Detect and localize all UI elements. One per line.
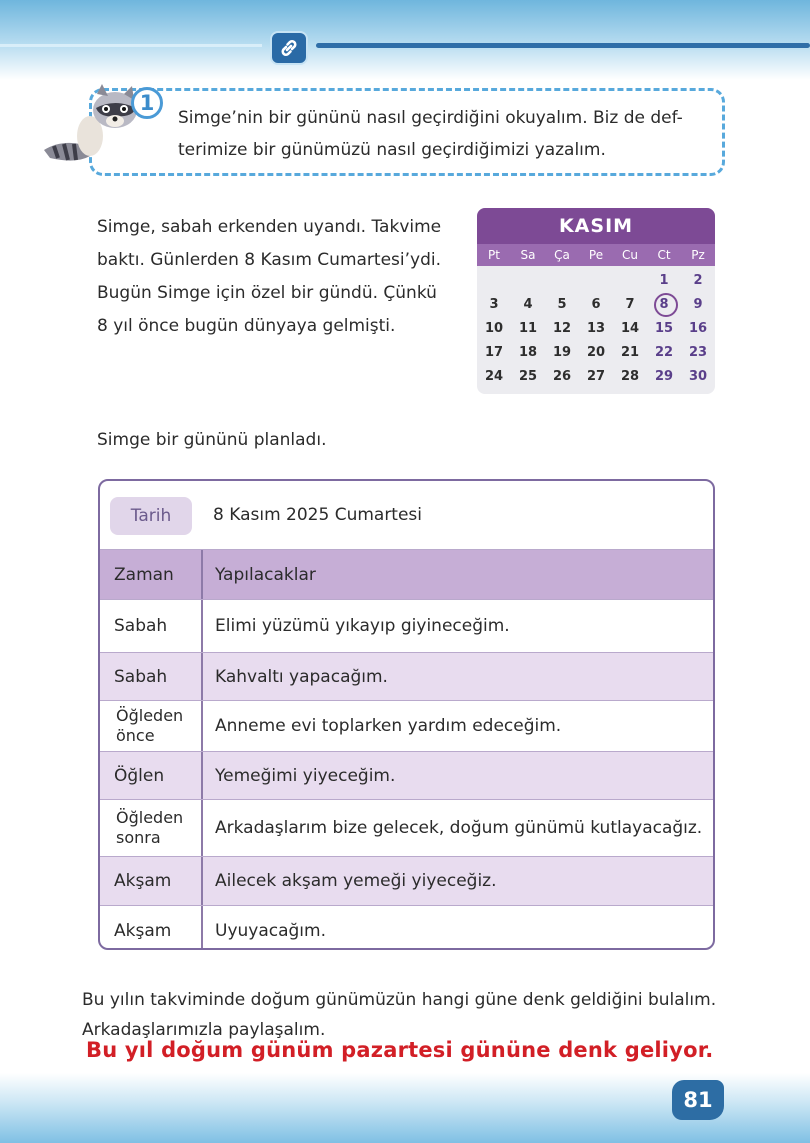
weekday-label: Cu [622, 248, 638, 262]
calendar-day: 13 [586, 320, 606, 336]
calendar-day-highlighted: 8 [647, 297, 681, 312]
task-cell: Arkadaşlarım bize gelecek, doğum günümü kutlayacağız. [215, 818, 703, 838]
table-row [100, 905, 713, 950]
november-calendar [477, 208, 715, 394]
story-line: Bugün Simge için özel bir gündü. Çünkü [97, 283, 437, 303]
header-line-left [0, 44, 262, 47]
handwritten-answer: Bu yıl doğum günüm pazartesi gününe denk geliyor. [86, 1038, 714, 1062]
calendar-day: 9 [693, 296, 703, 312]
calendar-day: 23 [688, 344, 708, 360]
calendar-day: 30 [688, 368, 708, 384]
weekday-label: Sa [520, 248, 536, 262]
task-cell: Uyuyacağım. [215, 921, 326, 941]
time-line: sonra [116, 828, 161, 847]
time-cell: Akşam [100, 906, 203, 950]
top-header-band [0, 0, 810, 80]
calendar-day: 19 [552, 344, 572, 360]
weekday-label: Ct [657, 248, 671, 262]
weekday-label: Ça [554, 248, 570, 262]
calendar-day: 7 [625, 296, 635, 312]
header-time: Zaman [100, 550, 203, 599]
calendar-day: 29 [654, 368, 674, 384]
time-cell: Öğlen [100, 752, 203, 799]
weekday-label: Pt [488, 248, 500, 262]
date-value: 8 Kasım 2025 Cumartesi [213, 505, 423, 525]
task-cell: Yemeğimi yiyeceğim. [215, 765, 396, 786]
time-cell [100, 701, 203, 751]
page-number: 81 [672, 1080, 724, 1120]
calendar-day: 24 [484, 368, 504, 384]
calendar-day: 25 [518, 368, 538, 384]
question-line: Bu yılın takviminde doğum günümüzün hangi güne denk geldiğini bulalım. [82, 990, 717, 1010]
instruction-line: terimize bir günümüzü nasıl geçirdiğimizi yazalım. [178, 140, 606, 160]
calendar-day-grid [477, 266, 715, 388]
calendar-day: 6 [591, 296, 601, 312]
calendar-day: 5 [557, 296, 567, 312]
calendar-day: 14 [620, 320, 640, 336]
question-text [82, 985, 732, 1045]
task-cell: Elimi yüzümü yıkayıp giyineceğim. [215, 616, 510, 636]
activity-number-badge: 1 [131, 87, 163, 119]
weekday-label: Pz [691, 248, 705, 262]
calendar-day: 12 [552, 320, 572, 336]
weekday-label: Pe [588, 248, 604, 262]
calendar-month-title: KASIM [477, 208, 715, 244]
calendar-day: 22 [654, 344, 674, 360]
calendar-day: 18 [518, 344, 538, 360]
table-row [100, 652, 713, 700]
calendar-day: 2 [693, 272, 703, 288]
instruction-line: Simge’nin bir gününü nasıl geçirdiğini okuyalım. Biz de def- [178, 108, 683, 128]
time-line: önce [116, 726, 155, 745]
calendar-day: 27 [586, 368, 606, 384]
link-icon [270, 31, 308, 65]
calendar-day: 17 [484, 344, 504, 360]
task-cell: Kahvaltı yapacağım. [215, 666, 388, 687]
header-line-right [316, 43, 810, 48]
task-cell: Ailecek akşam yemeği yiyeceğiz. [215, 871, 497, 891]
calendar-day: 11 [518, 320, 538, 336]
table-row [100, 751, 713, 799]
table-header-row [100, 549, 713, 599]
calendar-day: 28 [620, 368, 640, 384]
time-cell: Sabah [100, 653, 203, 700]
table-row [100, 599, 713, 652]
calendar-day: 15 [654, 320, 674, 336]
calendar-day: 20 [586, 344, 606, 360]
story-line: 8 yıl önce bugün dünyaya gelmişti. [97, 316, 396, 336]
raccoon-mascot-icon [40, 84, 140, 170]
plan-intro: Simge bir gününü planladı. [97, 430, 327, 450]
time-line: Öğleden [116, 706, 184, 725]
time-cell: Sabah [100, 600, 203, 652]
date-label: Tarih [110, 497, 192, 535]
header-tasks: Yapılacaklar [215, 564, 316, 585]
story-line: Simge, sabah erkenden uyandı. Takvime [97, 217, 442, 237]
calendar-day: 1 [659, 272, 669, 288]
calendar-day: 16 [688, 320, 708, 336]
time-cell [100, 800, 203, 856]
calendar-day: 4 [523, 296, 533, 312]
calendar-weekday-row [477, 244, 715, 266]
task-cell: Anneme evi toplarken yardım edeceğim. [215, 716, 562, 736]
question-line: Arkadaşlarımızla paylaşalım. [82, 1020, 326, 1040]
time-cell: Akşam [100, 857, 203, 905]
table-row [100, 856, 713, 905]
time-line: Öğleden [116, 808, 184, 827]
calendar-day: 10 [484, 320, 504, 336]
story-paragraph [97, 211, 467, 343]
calendar-day: 3 [489, 296, 499, 312]
table-row [100, 799, 713, 856]
date-row [100, 481, 713, 549]
daily-plan-table [98, 479, 715, 950]
calendar-day: 26 [552, 368, 572, 384]
instruction-text [178, 102, 708, 166]
calendar-day: 21 [620, 344, 640, 360]
table-row [100, 700, 713, 751]
story-line: baktı. Günlerden 8 Kasım Cumartesi’ydi. [97, 250, 442, 270]
